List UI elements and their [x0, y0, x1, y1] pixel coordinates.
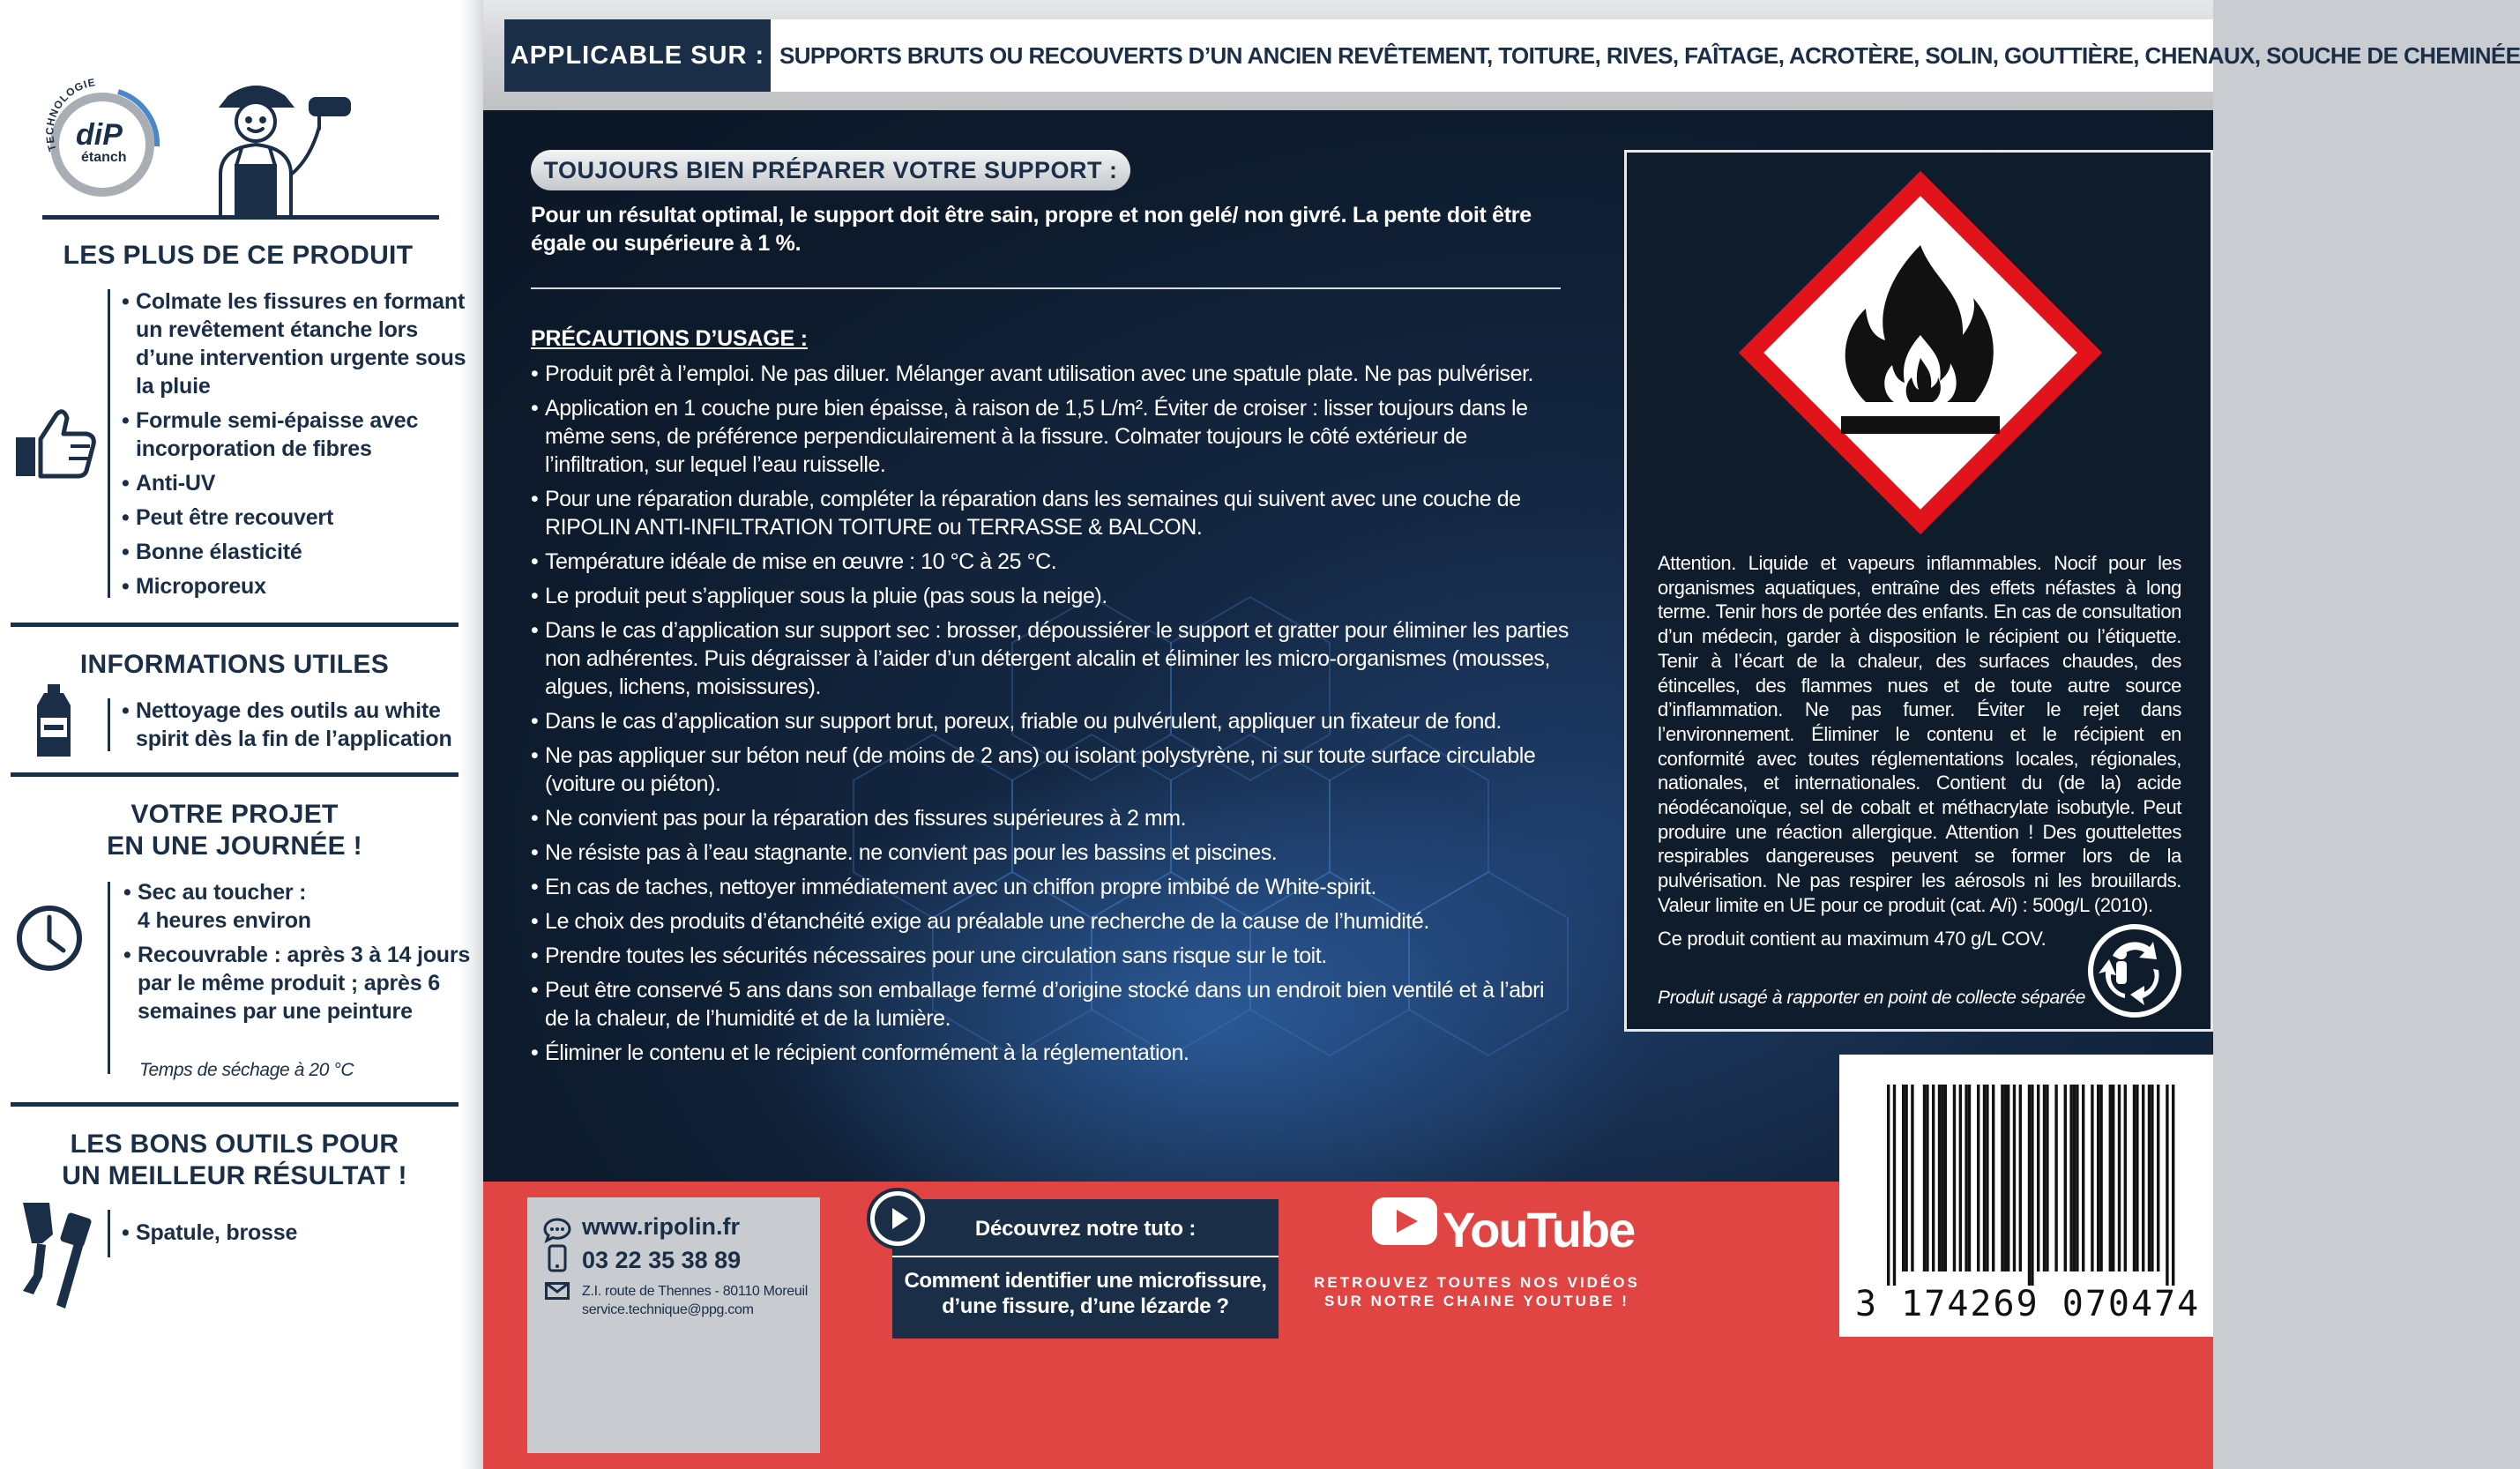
applicable-supports: SUPPORTS BRUTS OU RECOUVERTS D’UN ANCIEN REVÊTEMENT, TOITURE, RIVES, FAÎTAGE, ACROTÈRE, SOLIN, GOUTTIÈRE, CHENAUX, SOUCHE DE CHEMINÉE — [779, 41, 2520, 69]
list-item: • Éliminer le contenu et le récipient conformément à la réglementation. — [531, 1039, 1571, 1067]
dip-logo-sub: étanch — [81, 150, 127, 165]
list-item: • Nettoyage des outils au white spirit dès la fin de l’application — [122, 697, 473, 753]
list-item: • Microporeux — [122, 572, 473, 600]
barcode-bar — [2148, 1085, 2151, 1271]
prep-body: Pour un résultat optimal, le support doit être sain, propre et non gelé/ non givré. La pente doit être égale ou supérieure à 1 %. — [531, 203, 1532, 256]
triman-recycle-icon — [2086, 922, 2183, 1019]
barcode-bar — [2031, 1085, 2033, 1286]
barcode-bar — [2037, 1085, 2039, 1271]
section-title-infos: INFORMATIONS UTILES — [79, 650, 390, 679]
drying-note: Temps de séchage à 20 °C — [139, 1060, 354, 1080]
bottle-icon — [35, 682, 72, 758]
divider — [108, 882, 110, 1074]
list-item: • Formule semi-épaisse avec incorporation de fibres — [122, 406, 473, 463]
applicable-label: APPLICABLE SUR : — [504, 19, 771, 92]
list-item: • Peut être recouvert — [122, 503, 473, 532]
list-item: • En cas de taches, nettoyer immédiatement avec un chiffon propre imbibé de White-spirit. — [531, 873, 1571, 901]
barcode-bar — [1905, 1085, 1907, 1271]
website-link[interactable]: www.ripolin.fr — [582, 1213, 740, 1240]
list-item: • Pour une réparation durable, compléter la réparation dans les semaines qui suivent avec une couche de RIPOLIN ANTI-INFILTRATION TOITURE ou TERRASSE & BALCON. — [531, 485, 1571, 541]
barcode-bar — [1965, 1085, 1967, 1271]
play-icon[interactable] — [866, 1187, 929, 1250]
barcode-bar — [2082, 1085, 2084, 1271]
barcode-bar — [1959, 1085, 1962, 1271]
list-item: • Le choix des produits d’étanchéité exige au préalable une recherche de la cause de l’humidité. — [531, 907, 1571, 936]
list-item: • Anti-UV — [122, 469, 473, 497]
outils-list — [122, 1219, 473, 1253]
barcode-number: 3 174269 070474 — [1855, 1284, 2201, 1324]
divider — [11, 623, 459, 627]
barcode-bar — [1938, 1085, 1941, 1271]
painter-illustration — [185, 78, 362, 219]
tuto-title: Découvrez notre tuto : — [974, 1217, 1197, 1241]
barcode-bar — [1911, 1085, 1913, 1271]
barcode-bar — [2118, 1085, 2121, 1271]
avantages-list — [122, 287, 473, 607]
barcode-bar — [2028, 1085, 2031, 1286]
divider — [108, 1210, 110, 1257]
precautions-title: PRÉCAUTIONS D’USAGE : — [531, 326, 808, 351]
list-item: • Le produit peut s’appliquer sous la pluie (pas sous la neige). — [531, 582, 1571, 610]
phone-number: 03 22 35 38 89 — [582, 1247, 742, 1273]
barcode-bar — [1893, 1085, 1896, 1286]
recycle-statement: Produit usagé à rapporter en point de collecte séparée — [1658, 988, 2086, 1008]
list-item: • Recouvrable : après 3 à 14 jours par le même produit ; après 6 semaines par une peinture — [123, 941, 474, 1025]
infos-list — [122, 697, 473, 759]
youtube-caption: RETROUVEZ TOUTES NOS VIDÉOS SUR NOTRE CHAINE YOUTUBE ! — [1314, 1274, 1640, 1309]
barcode-bar — [2099, 1085, 2102, 1271]
barcode-bar — [2013, 1085, 2016, 1271]
barcode-bar — [2151, 1085, 2153, 1271]
section-title-outils-2: UN MEILLEUR RÉSULTAT ! — [62, 1161, 407, 1190]
tuto-question: Comment identifier une microfissure, d’une fissure, d’une lézarde ? — [904, 1269, 1267, 1318]
barcode-bar — [2004, 1085, 2007, 1271]
prep-title: TOUJOURS BIEN PRÉPARER VOTRE SUPPORT : — [531, 150, 1130, 190]
barcode-bar — [2166, 1085, 2168, 1286]
barcode-bar — [2076, 1085, 2078, 1271]
youtube-logo-icon[interactable] — [1372, 1197, 1437, 1245]
list-item: • Produit prêt à l’emploi. Ne pas diluer. Mélanger avant utilisation avec une spatule plate. Ne pas pulvériser. — [531, 360, 1571, 388]
barcode-bar — [2157, 1085, 2159, 1271]
phone-icon — [548, 1244, 567, 1272]
barcode — [1887, 1085, 2183, 1286]
barcode-bar — [2043, 1085, 2046, 1271]
list-item: • Dans le cas d’application sur support brut, poreux, friable ou pulvérulent, appliquer un fixateur de fond. — [531, 707, 1571, 735]
divider — [108, 289, 110, 598]
list-item: • Spatule, brosse — [122, 1219, 473, 1247]
barcode-bar — [1968, 1085, 1971, 1271]
barcode-bar — [2064, 1085, 2067, 1271]
list-item: • Ne résiste pas à l’eau stagnante. ne convient pas pour les bassins et piscines. — [531, 839, 1571, 867]
barcode-bar — [2124, 1085, 2127, 1271]
list-item: • Application en 1 couche pure bien épaisse, à raison de 1,5 L/m². Éviter de croiser : lisser toujours dans le même sens, de préférence perpendiculairement à la fissure. Colmater toujours le côté extérieur de l’infiltration, sur lequel l’eau ruisselle. — [531, 394, 1571, 479]
precautions-list — [531, 360, 1571, 1073]
list-item: • Ne pas appliquer sur béton neuf (de moins de 2 ans) ou isolant polystyrène, ni sur toute surface circulable (voiture ou piéton). — [531, 742, 1571, 798]
barcode-bar — [2069, 1085, 2072, 1271]
svg-text:TECHNOLOGIE: TECHNOLOGIE — [43, 78, 97, 153]
footer-bar-right — [1839, 1337, 2213, 1469]
divider — [108, 698, 110, 751]
barcode-bar — [1941, 1085, 1943, 1271]
dip-logo-text: diP — [76, 118, 123, 152]
barcode-bar — [1983, 1085, 1986, 1271]
barcode-bar — [2142, 1085, 2144, 1271]
list-item: • Bonne élasticité — [122, 538, 473, 566]
flame-ghs-icon — [1744, 176, 2097, 529]
barcode-bar — [2133, 1085, 2136, 1271]
section-title-avantages: LES PLUS DE CE PRODUIT — [63, 241, 414, 270]
divider — [531, 287, 1561, 289]
barcode-bar — [2109, 1085, 2112, 1271]
section-title-outils-1: LES BONS OUTILS POUR — [70, 1130, 399, 1159]
barcode-bar — [2019, 1085, 2022, 1271]
barcode-bar — [2046, 1085, 2048, 1271]
divider — [42, 215, 439, 220]
barcode-bar — [2136, 1085, 2138, 1271]
barcode-bar — [2054, 1085, 2057, 1271]
list-item: • Température idéale de mise en œuvre : 10 °C à 25 °C. — [531, 548, 1571, 576]
barcode-bar — [1944, 1085, 1947, 1271]
divider — [11, 772, 459, 777]
list-item: • Colmate les fissures en formant un revêtement étanche lors d’une intervention urgente sous la pluie — [122, 287, 473, 400]
hazard-statements: Attention. Liquide et vapeurs inflammables. Nocif pour les organismes aquatiques, entraîne des effets néfastes à long terme. Tenir hors de portée des enfants. En cas de consultation d’un médecin, garder à disposition le récipient ou l’étiquette. Tenir à l’écart de la chaleur, des surfaces chaudes, des étincelles, des flammes nues et de toute autre source d’inflammation. Ne pas fumer. Éviter le rejet dans l’environnement. Éliminer le contenu et le récipient en conformité avec toutes réglementations locales, régionales, nationales, et internationales. Contient du (de la) acide néodécanoïque, sel de cobalt et méthacrylate isobutyle. Peut produire une réaction allergique. Attention ! Des gouttelettes respirables dangereuses peuvent se former lors de la pulvérisation. Ne pas respirer les aérosols ni les brouillards. Valeur limite en UE pour ce produit (cat. A/i) : 500g/L (2010). — [1658, 552, 2181, 916]
barcode-bar — [1923, 1085, 1926, 1271]
clock-icon — [16, 905, 83, 972]
barcode-bar — [2007, 1085, 2009, 1271]
mail-icon — [545, 1282, 570, 1300]
barcode-bar — [1992, 1085, 1994, 1271]
email-link[interactable]: service.technique@ppg.com — [582, 1302, 754, 1317]
divider — [11, 1102, 459, 1107]
chat-icon — [543, 1217, 571, 1243]
section-title-projet-2: EN UNE JOURNÉE ! — [107, 831, 362, 861]
cov-statement: Ce produit contient au maximum 470 g/L COV. — [1658, 928, 2047, 950]
list-item: • Dans le cas d’application sur support sec : brosser, dépoussiérer le support et gratter pour éliminer les parties non adhérentes. Puis dégraisser à l’aider d’un détergent alcalin et éliminer les micro-organismes (mousses, algues, lichens, moisissures). — [531, 616, 1571, 701]
barcode-bar — [2172, 1085, 2174, 1286]
list-item: • Ne convient pas pour la réparation des fissures supérieures à 2 mm. — [531, 804, 1571, 832]
barcode-bar — [2097, 1085, 2099, 1271]
barcode-bar — [1977, 1085, 1979, 1271]
address: Z.I. route de Thennes - 80110 Moreuil — [582, 1284, 809, 1299]
barcode-bar — [2001, 1085, 2003, 1271]
spatula-brush-icon — [14, 1199, 99, 1314]
thumbs-up-icon — [14, 407, 95, 478]
barcode-bar — [1902, 1085, 1905, 1271]
barcode-bar — [1953, 1085, 1956, 1271]
youtube-wordmark[interactable]: YouTube — [1443, 1202, 1635, 1257]
list-item: • Prendre toutes les sécurités nécessaires pour une circulation sans risque sur le toit. — [531, 942, 1571, 970]
list-item: • Peut être conservé 5 ans dans son emballage fermé d’origine stocké dans un endroit bien ventilé et à l’abri de la chaleur, de l’humidité et de la lumière. — [531, 976, 1571, 1033]
barcode-bar — [1986, 1085, 1988, 1271]
barcode-bar — [1887, 1085, 1890, 1286]
section-title-projet-1: VOTRE PROJET — [130, 800, 339, 829]
divider — [892, 1256, 1279, 1257]
barcode-bar — [2073, 1085, 2076, 1271]
barcode-bar — [1932, 1085, 1935, 1271]
barcode-bar — [2112, 1085, 2114, 1271]
barcode-bar — [1926, 1085, 1928, 1271]
list-item: • Sec au toucher : 4 heures environ — [123, 878, 317, 935]
barcode-bar — [2091, 1085, 2093, 1271]
projet-list — [123, 878, 474, 1032]
